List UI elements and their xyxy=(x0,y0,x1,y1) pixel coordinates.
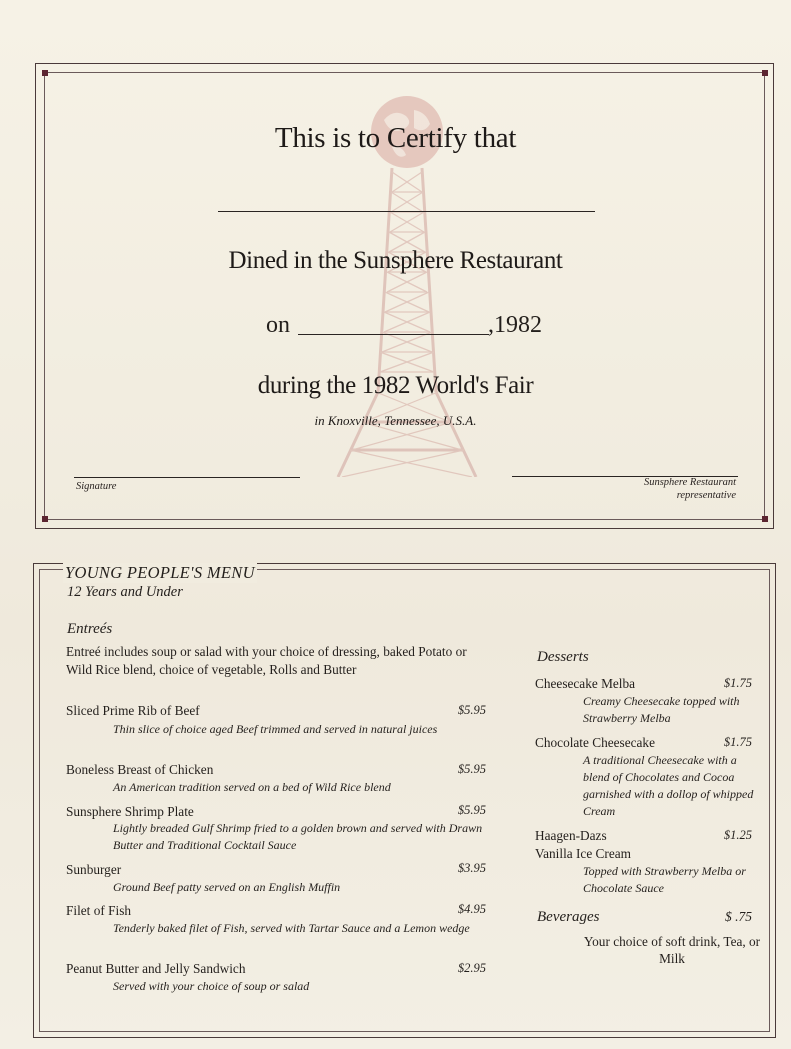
entree-price: $4.95 xyxy=(457,902,486,916)
dessert-price: $1.75 xyxy=(723,735,752,749)
entree-description: Thin slice of choice aged Beef trimmed and served in natural juices xyxy=(113,722,438,736)
dessert-description: A traditional Cheesecake with a blend of Chocolates and Cocoa garnished with a dollop of whipped Cream xyxy=(583,753,754,818)
certificate-heading: This is to Certify that xyxy=(274,122,517,154)
entree-name: Sunburger xyxy=(66,862,122,877)
entree-name: Sunsphere Shrimp Plate xyxy=(66,804,194,819)
name-blank-line xyxy=(218,211,595,212)
corner-ornament xyxy=(762,516,768,522)
dessert-description: Topped with Strawberry Melba or Chocolate Sauce xyxy=(583,864,746,895)
location-line: in Knoxville, Tennessee, U.S.A. xyxy=(314,413,477,428)
entree-price: $2.95 xyxy=(457,961,486,975)
entree-price: $5.95 xyxy=(457,703,486,717)
dessert-name-line-2: Vanilla Ice Cream xyxy=(535,846,631,861)
corner-ornament xyxy=(42,70,48,76)
entree-price: $3.95 xyxy=(457,861,486,875)
menu-subtitle: 12 Years and Under xyxy=(67,584,183,600)
worlds-fair-line: during the 1982 World's Fair xyxy=(257,372,534,399)
dessert-price: $1.75 xyxy=(723,676,752,690)
menu-title: YOUNG PEOPLE'S MENU xyxy=(65,563,255,582)
dined-line: Dined in the Sunsphere Restaurant xyxy=(228,247,563,274)
entree-name: Peanut Butter and Jelly Sandwich xyxy=(66,961,246,976)
representative-label-1: Sunsphere Restaurant xyxy=(643,477,736,488)
entrees-heading: Entreés xyxy=(67,621,113,637)
signature-line xyxy=(74,477,300,478)
corner-ornament xyxy=(42,516,48,522)
beverages-heading: Beverages xyxy=(537,909,600,925)
entree-name: Boneless Breast of Chicken xyxy=(66,762,214,777)
entree-description: Ground Beef patty served on an English Muffin xyxy=(113,880,341,894)
year-suffix: ,1982 xyxy=(488,312,542,338)
entree-name: Sliced Prime Rib of Beef xyxy=(66,703,200,718)
entree-name: Filet of Fish xyxy=(66,903,132,918)
date-blank-line xyxy=(298,334,489,335)
entree-price: $5.95 xyxy=(457,803,486,817)
beverages-price: $ .75 xyxy=(725,909,752,924)
dessert-price: $1.25 xyxy=(723,828,752,842)
beverages-description: Your choice of soft drink, Tea, or Milk xyxy=(583,934,761,966)
entree-price: $5.95 xyxy=(457,762,486,776)
entree-description: Lightly breaded Gulf Shrimp fried to a golden brown and served with Drawn Butter and Traditional Cocktail Sauce xyxy=(113,821,483,852)
desserts-heading: Desserts xyxy=(537,649,589,665)
dessert-name: Haagen-Dazs xyxy=(535,828,607,843)
dessert-description: Creamy Cheesecake topped with Strawberry Melba xyxy=(583,694,740,725)
entree-description: Served with your choice of soup or salad xyxy=(113,979,310,993)
representative-label-2: representative xyxy=(676,490,736,501)
dessert-name: Cheesecake Melba xyxy=(535,676,636,691)
on-label: on xyxy=(266,312,290,338)
corner-ornament xyxy=(762,70,768,76)
dessert-name: Chocolate Cheesecake xyxy=(535,735,655,750)
entrees-intro: Entreé includes soup or salad with your choice of dressing, baked Potato or Wild Rice blend, choice of vegetable, Rolls and Butter xyxy=(66,644,467,677)
entree-description: An American tradition served on a bed of Wild Rice blend xyxy=(113,780,391,794)
signature-label: Signature xyxy=(76,481,117,492)
entree-description: Tenderly baked filet of Fish, served with Tartar Sauce and a Lemon wedge xyxy=(113,921,470,935)
